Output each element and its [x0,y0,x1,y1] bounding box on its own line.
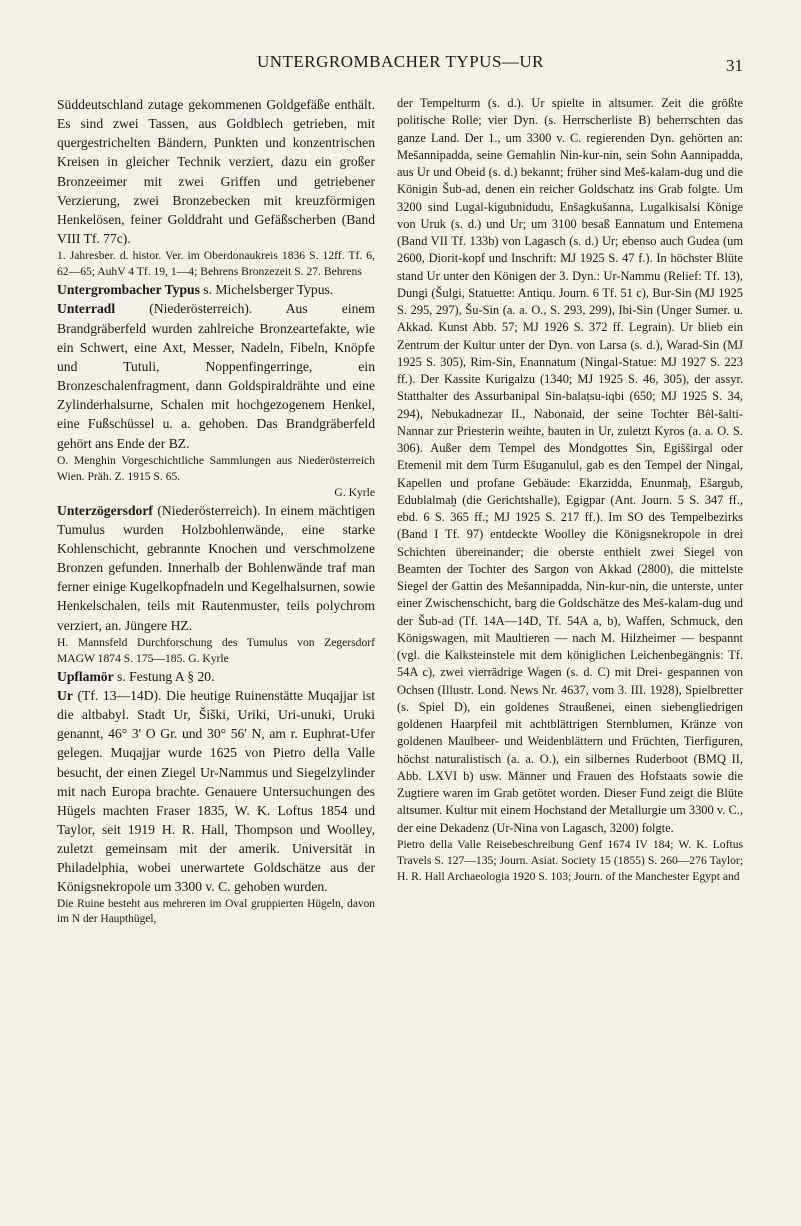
right-column [397,95,743,885]
entry-ur: Ur (Tf. 13—14D). Die heutige Ruinenstätte Muqajjar ist die altbabyl. Stadt Ur, Šiški, Uriki, Uri-unuki, Uruki genannt, 46° 3' O Gr. und 30° 56' N, am r. Euphrat-Ufer gelegen. Muqajjar wurde 1625 von Pietro della Valle besucht, der einen Ziegel Ur-Nammus und Siegelzylinder mit nach Europa brachte. Genauere Untersuchungen des Hügels machten Fraser 1835, W. K. Loftus 1854 und Taylor, seit 1919 H. R. Hall, Thompson und Woolley, zuletzt gemeinsam mit der amerik. Universität in Philadelphia, wobei unerwartete Goldschätze aus der Königsnekropole um 3300 v. C. gehoben wurden. [57,687,375,895]
headword: Upflamör [57,668,114,684]
reference: Pietro della Valle Reisebeschreibung Genf 1674 IV 184; W. K. Loftus Travels S. 127—135; Journ. Asiat. Society 15 (1855) S. 260—276 Taylor; H. R. Hall Archaeologia 1920 S. 103; Journ. of the Manchester Egypt and [397,837,743,883]
paragraph: der Tempelturm (s. d.). Ur spielte in altsumer. Zeit die größte politische Rolle; vier Dyn. (s. Herrscherliste B) beherrschten das ganze Land. Der 1., um 3300 v. C. regierenden Dyn. gehörten an: Mešannipadda, seine Gemahlin Nin-kur-nin, sein Sohn Aannipadda, aus Ur und Obeid (s. d.) bekannt; früher sind Meš-kalam-dug und die Königin Šub-ad, denen ein reicher Goldschatz ins Grab folgte. Um 3200 sind Lugal-kigubnidudu, Enšagkušanna, Lugalkisalsi Könige von Uruk (s. d.) und Ur; um 3100 besaß Eannatum und Entemena (Band VII Tf. 133b) von Lagasch (s. d.) Ur; ebenso auch Gudea (um 2600, Diorit-kopf und Inschrift: MJ 1925 S. 47 f.). In höchster Blüte stand Ur unter den Königen der 3. Dyn.: Ur-Nammu (Relief: Tf. 13), Dungi (Šulgi, Statuette: Antiqu. Journ. 6 Tf. 51 c), Bur-Sin (MJ 1925 S. 295, 297), Šu-Sin (a. a. O., S. 293, 299), Ibi-Sin (Unger Sumer. u. Akkad. Kunst Abb. 57; MJ 1926 S. 372 ff. Legrain). Ur blieb ein Zentrum der Kultur unter der Dyn. von Larsa (s. d.), Warad-Sin (MJ 1925 S. 305), Rim-Sin, Enannatum (Ningal-Statue: MJ 1927 S. 223 ff.). Der Kassite Kurigalzu (1340; MJ 1925 S. 46, 305), der assyr. Statthalter des Assurbanipal Sin-balaṭsu-iqbi (650; MJ 1925 S. 34, 294), Nebukadnezar II., Nabonaid, der seine Tochter Bêl-šalti-Nannar zur Priesterin weihte, bauten in Ur, zuletzt Kyros (a. a. O. S. 306). Außer dem Tempel des Mondgottes Sin, Egišširgal oder Etemenil mit dem Turm Ešuganulul, gab es den Tempel der Ningal, Kapellen und profane Gebäude: Ekarzidda, Enunmaḫ, Ešargub, Edublalmaḫ (die Gerichtshalle), Egigpar (Ant. Journ. 5 S. 347 ff., ebd. 6 S. 365 ff.; MJ 1925 S. 217 ff.). Im SO des Tempelbezirks (Band I Tf. 97) entdeckte Woolley die Königsnekropole in drei Schichten übereinander; die oberste enthielt zwei Siegel von Beamten der Tochter des Sargon von Akkad (2800), die mittelste Siegel der Gattin des Mešannipadda, Nin-kur-nin, die unterste, unter einer Zwischenschicht, barg die Goldschätze des Meš-kalam-dug und der Šub-ad (Tf. 14A—14D, Tf. 54A a, b), Waffen, Schmuck, den Königswagen, mit Maultieren — nach M. Hilzheimer — bespannt (vgl. die Kalksteinstele mit dem königlichen Leichenbegängnis: Tf. 54A c), zwei vierrädrige Wagen (s. d. C) mit Drei- gespannen von Ochsen (Illustr. Lond. News Nr. 4637, vom 3. III. 1928), Spielbretter (s. Spiel D), ein goldenes Straußenei, einen siebengliedrigen goldenen Haarpfeil mit achtblättrigen Sternblumen, Kränze von goldenen Maulbeer- und Weidenblättern und Früchten, Tierfiguren, höchst naturalistisch (a. a. O.), ein silbernes Ruderboot (BMQ II, Abb. LXVI b) usw. Männer und Frauen des Hofstaats sowie die Zugtiere waren im Grab getötet worden. Dieser Fund zeigt die Blüte altsumer. Kultur mit einem Hochstand der Metallurgie um 3300 v. C., der eine Dekadenz (Ur-Nina von Lagasch, 3200) folgte. [397,96,743,835]
signature: Behrens [323,265,362,279]
paragraph: Süddeutschland zutage gekommenen Goldgefäße enthält. Es sind zwei Tassen, aus Goldblech getrieben, mit quergestrichelten Bändern, Punkten und konzentrischen Kreisen in gleicher Technik verziert, dazu ein großer Bronzeeimer mit zwei Griffen und getriebener Verzierung, zwei Bronzebecken mit kreuzförmigen Henkelösen, feiner Golddraht und Gefäßscherben (Band VIII Tf. 77c). [57,97,375,247]
headword: Unterradl [57,301,116,317]
running-head: UNTERGROMBACHER TYPUS—UR [256,52,545,71]
entry-unterzoegersdorf: Unterzögersdorf (Niederösterreich). In einem mächtigen Tumulus wurden Holzbohlenwände, eine starke Kohlenschicht, gebrannte Knochen und verschmolzene Bronzen gefunden. Innerhalb der Bohlenwände traf man ferner einige Kugelkopfnadeln und Kegelhalsurnen, sowie Henkelschalen, teils mit Rautenmuster, teils polychrom verziert, an. Jüngere HZ. [57,502,375,633]
reference: H. Mannsfeld Durchforschung des Tumulus von Zegersdorf MAGW 1874 S. 175—185. G. Kyrle [57,635,375,665]
page-number: 31 [726,56,743,75]
headword: Untergrombacher Typus [57,282,200,298]
left-column [57,95,375,928]
reference: O. Menghin Vorgeschichtliche Sammlungen aus Niederösterreich Wien. Präh. Z. 1915 S. 65. [57,453,375,483]
entry-unterradl: Unterradl (Niederösterreich). Aus einem Brandgräberfeld wurden zahlreiche Bronzeartefakte, wie ein Schwert, eine Axt, Messer, Nadeln, Fibeln, Knöpfe und Tutuli, Noppenfingerringe, ein Bronzeschalenfragment, dann Goldspiraldrähte und eine Zylinderhalsurne, Schalen mit hochgezogenem Henkel, eine Fußschüssel u. a. gehoben. Das Brandgräberfeld gehört ans Ende der BZ. [57,301,375,451]
entry-untergrombacher: Untergrombacher Typus s. Michelsberger Typus. [57,282,334,298]
headword: Unterzögersdorf [57,502,153,518]
reference: 1. Jahresber. d. histor. Ver. im Oberdonaukreis 1836 S. 12ff. Tf. 6, 62—65; AuhV 4 Tf. 19, 1—4; Behrens Bronzezeit S. 27. Behrens [57,249,375,279]
signature: G. Kyrle [334,485,375,499]
signature: G. Kyrle [188,651,229,665]
entry-upflamoer: Upflamör s. Festung A § 20. [57,668,215,684]
small-paragraph: Die Ruine besteht aus mehreren im Oval gruppierten Hügeln, davon im N der Haupthügel, [57,897,375,926]
headword: Ur [57,687,73,703]
